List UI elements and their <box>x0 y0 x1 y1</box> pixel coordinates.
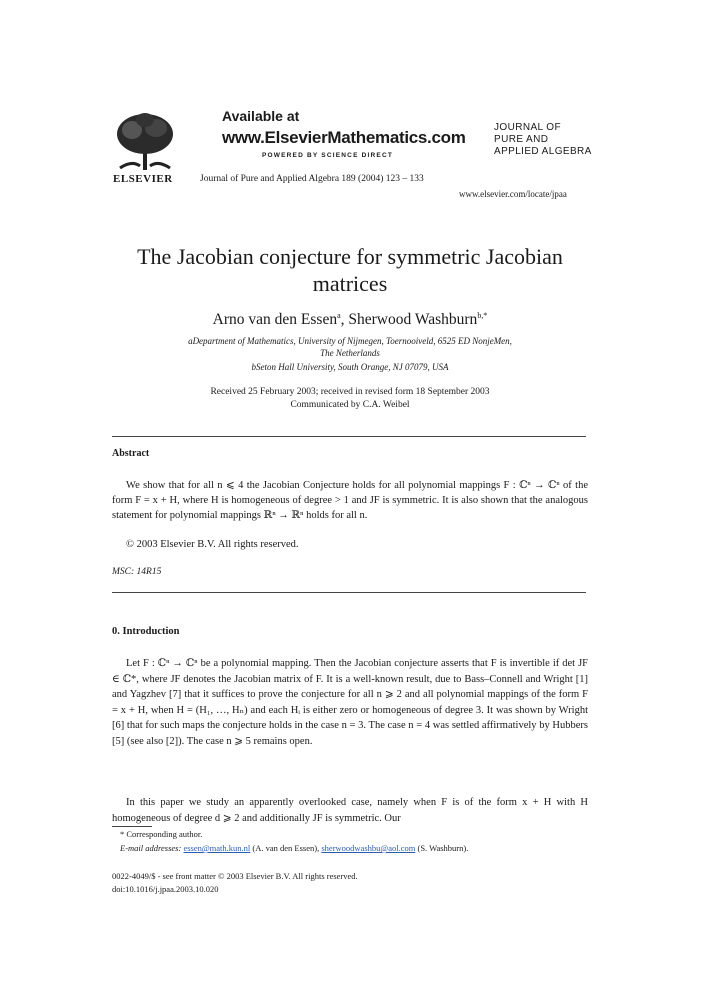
author-affil-mark: a <box>337 311 341 320</box>
divider <box>112 436 586 437</box>
author-list <box>112 311 588 329</box>
received-line: Received 25 February 2003; received in revised form 18 September 2003 <box>210 387 490 397</box>
email-footnote <box>120 843 468 853</box>
journal-name <box>494 122 592 158</box>
author-name: Arno van den Essen <box>212 311 338 329</box>
intro-paragraph: In this paper we study an apparently overlooked case, namely when F is of the form x + H with H homogeneous of degree d ⩾ 2 and additionally JF is symmetric. Our <box>112 797 588 824</box>
journal-url[interactable]: www.elsevier.com/locate/jpaa <box>459 189 567 199</box>
email-owner: (S. Washburn). <box>415 843 469 853</box>
section-heading: 0. Introduction <box>112 626 180 637</box>
title-line: matrices <box>312 271 388 296</box>
journal-name-line: APPLIED ALGEBRA <box>494 146 592 157</box>
email-link[interactable]: sherwoodwashbu@aol.com <box>321 843 416 853</box>
article-title <box>112 243 588 297</box>
available-at-label: Available at <box>222 108 300 124</box>
author-separator: , <box>340 311 349 329</box>
affiliation-b: bSeton Hall University, South Orange, NJ 07079, USA <box>251 362 449 372</box>
journal-name-line: PURE AND <box>494 134 549 145</box>
doi-line[interactable]: doi:10.1016/j.jpaa.2003.10.020 <box>112 884 219 894</box>
msc-code: MSC: 14R15 <box>112 567 162 577</box>
author-name: Sherwood Washburn <box>348 311 478 329</box>
affiliation-line: The Netherlands <box>320 348 380 358</box>
powered-by-label: POWERED BY SCIENCE DIRECT <box>262 152 394 159</box>
publisher-name: ELSEVIER <box>113 173 173 185</box>
received-dates <box>112 386 588 412</box>
journal-citation: Journal of Pure and Applied Algebra 189 (2004) 123 – 133 <box>200 174 424 184</box>
abstract-heading: Abstract <box>112 448 150 459</box>
email-link[interactable]: essen@math.kun.nl <box>183 843 251 853</box>
email-owner: (A. van den Essen), <box>250 843 322 853</box>
title-line: The Jacobian conjecture for symmetric Jacobian <box>137 244 563 269</box>
intro-paragraph: Let F : ℂⁿ → ℂⁿ be a polynomial mapping. Then the Jacobian conjecture asserts that F is invertible if det JF ∈ ℂ*, where JF denotes the Jacobian matrix of F. It is a well-known result, due to Bass–Connell and Wright [1] and Yagzhev [7] that it suffices to prove the conjecture for all n ⩾ 2 and all polynomial mappings of the form F = x + H, when H = (H₁, …, Hₙ) and each Hᵢ is either zero or homogeneous of degree 3. It was shown by Wright [6] that for such maps the conjecture holds in the case n = 3. The case n = 4 was settled affirmatively by Hubbers [5] (see also [2]). The case n ⩾ 5 remains open. <box>112 658 588 747</box>
email-label: E-mail addresses: <box>120 843 184 853</box>
abstract-text: We show that for all n ⩽ 4 the Jacobian Conjecture holds for all polynomial mappings F : ℂⁿ → ℂⁿ of the form F = x + H, where H is homogeneous of degree > 1 and JF is symmetric. It is also shown that the analogous statement for polynomial mappings ℝⁿ → ℝⁿ holds for all n. <box>112 480 588 521</box>
copyright-notice: © 2003 Elsevier B.V. All rights reserved. <box>126 539 299 550</box>
corresponding-author-note: * Corresponding author. <box>120 829 203 839</box>
author-affil-mark: b,* <box>477 311 488 320</box>
affiliation-line: aDepartment of Mathematics, University of Nijmegen, Toernooiveld, 6525 ED NonjeMen, <box>188 336 512 346</box>
communicated-line: Communicated by C.A. Weibel <box>290 400 410 410</box>
elsevier-tree-logo <box>112 110 178 182</box>
divider <box>112 592 586 593</box>
affiliation-a <box>112 335 588 359</box>
issn-line: 0022-4049/$ - see front matter © 2003 Elsevier B.V. All rights reserved. <box>112 871 358 881</box>
footnote-divider <box>112 826 152 827</box>
journal-name-line: JOURNAL OF <box>494 122 561 133</box>
elsevier-mathematics-link[interactable]: www.ElsevierMathematics.com <box>222 128 466 147</box>
